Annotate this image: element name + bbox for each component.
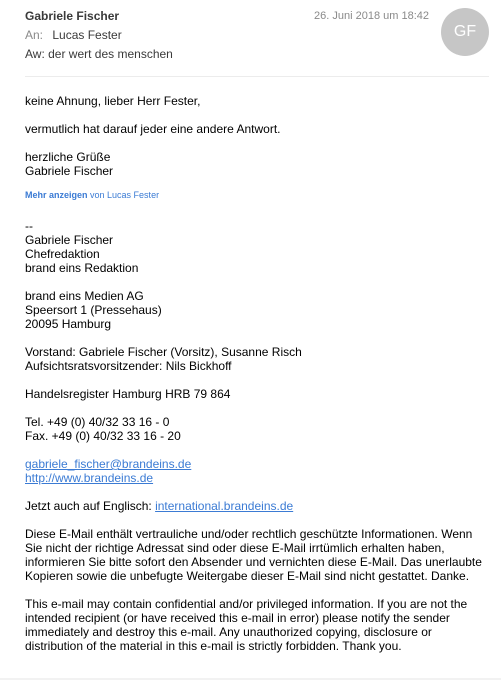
email-header [0,0,501,80]
show-more-from: von Lucas Fester [90,190,160,200]
disclaimer-en: This e-mail may contain confidential and/or privileged information. If you are not the intended recipient (or have received this e-mail in error) please notify the sender immediately and destroy this e-mail. Any unauthorized copying, disclosure or distribution of the material in this e-mail is strictly forbidden. Thank you. [25,597,468,653]
recipient-name[interactable]: Lucas Fester [52,28,122,42]
greeting-text: keine Ahnung, lieber Herr Fester, [25,94,201,108]
signature-phone: Tel. +49 (0) 40/32 33 16 - 0 Fax. +49 (0) 40/32 33 16 - 20 [25,415,181,443]
signature-name: -- Gabriele Fischer Chefredaktion brand eins Redaktion [25,219,139,275]
website-link[interactable]: http://www.brandeins.de [25,471,154,485]
english-link[interactable]: international.brandeins.de [155,499,294,513]
body-text: vermutlich hat darauf jeder eine andere Antwort. [25,122,281,136]
email-link[interactable]: gabriele_fischer@brandeins.de [25,457,192,471]
email-body [25,94,485,667]
show-more-label[interactable]: Mehr anzeigen [25,190,88,200]
closing-text: herzliche Grüße Gabriele Fischer [25,150,114,178]
header-divider [25,76,489,77]
signature-board: Vorstand: Gabriele Fischer (Vorsitz), Susanne Risch Aufsichtsratsvorsitzender: Nils Bickhoff [25,345,302,373]
signature-register: Handelsregister Hamburg HRB 79 864 [25,387,231,401]
to-label: An: [25,28,44,42]
english-text: Jetzt auch auf Englisch: [25,499,156,513]
recipient-line [25,28,122,42]
email-subject: Aw: der wert des menschen [25,47,173,61]
signature-address: brand eins Medien AG Speersort 1 (Pressehaus) 20095 Hamburg [25,289,162,331]
disclaimer-de: Diese E-Mail enthält vertrauliche und/oder rechtlich geschützte Informationen. Wenn Sie nicht der richtige Adressat sind oder diese E-Mail irrtümlich erhalten haben, informieren Sie bitte sofort den Absender und vernichten diese E-Mail. Das unerlaubte Kopieren sowie die unbefugte Weitergabe dieser E-Mail sind nicht gestattet. Danke. [25,527,482,583]
sender-name[interactable]: Gabriele Fischer [25,9,120,23]
signature-links [25,457,485,485]
english-line [25,499,485,513]
show-more-link[interactable] [25,188,485,202]
avatar: GF [441,8,489,56]
email-date: 26. Juni 2018 um 18:42 [314,10,429,22]
